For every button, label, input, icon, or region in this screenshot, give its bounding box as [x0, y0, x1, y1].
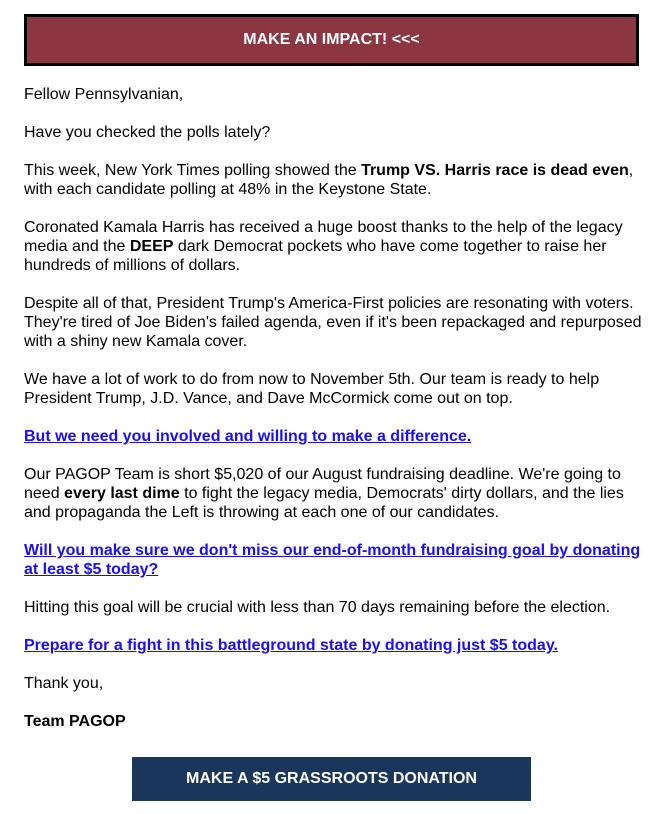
battleground-donate-link[interactable]: Prepare for a fight in this battleground state by donating just $5 today.: [24, 637, 558, 654]
paragraph-america-first: Despite all of that, President Trump's America-First policies are resonating with voters. They're tired of Joe Biden's failed agenda, even if it's been repackaged and repurposed with a shiny new Kamala cover.: [24, 295, 642, 350]
donate-goal-link[interactable]: Will you make sure we don't miss our end-of-month fundraising goal by donating at least $5 today?: [24, 542, 641, 578]
link-paragraph-battleground: [24, 636, 644, 655]
cta-label: MAKE A $5 GRASSROOTS DONATION: [186, 770, 477, 787]
signature: [24, 712, 644, 731]
bold-text: Trump VS. Harris race is dead even: [361, 162, 629, 179]
paragraph-work-ahead: We have a lot of work to do from now to November 5th. Our team is ready to help President Trump, J.D. Vance, and Dave McCormick come out on top.: [24, 371, 600, 407]
paragraph-fundraising-deadline: [24, 465, 644, 522]
paragraph-harris-boost: [24, 218, 644, 275]
email-body: [24, 85, 644, 750]
bold-text: DEEP: [129, 238, 174, 255]
greeting: Fellow Pennsylvanian,: [24, 86, 184, 103]
text: dark Democrat pockets who have come together to raise her hundreds of millions of dollars.: [24, 238, 607, 274]
bold-text: every last dime: [64, 485, 180, 502]
signoff: Thank you,: [24, 675, 104, 692]
grassroots-donation-button[interactable]: [132, 757, 531, 801]
text: This week, New York Times polling showed the: [24, 162, 362, 179]
paragraph-polling: [24, 161, 644, 199]
paragraph-70-days: Hitting this goal will be crucial with less than 70 days remaining before the election.: [24, 599, 611, 616]
text: Coronated Kamala Harris has received a huge boost thanks to the help of the legacy media and the: [24, 219, 623, 255]
link-paragraph-goal: [24, 541, 644, 579]
banner-label: MAKE AN IMPACT! <<<: [243, 31, 420, 48]
text: , with each candidate polling at 48% in the Keystone State.: [24, 162, 634, 198]
text: Our PAGOP Team is short $5,020 of our August fundraising deadline. We're going to need: [24, 466, 621, 502]
paragraph-polls-question: Have you checked the polls lately?: [24, 124, 271, 141]
make-an-impact-banner-button[interactable]: [24, 14, 639, 66]
link-paragraph-involved: [24, 427, 644, 446]
text: to fight the legacy media, Democrats' dirty dollars, and the lies and propaganda the Left is throwing at each one of our candidates.: [24, 485, 624, 521]
involved-link[interactable]: But we need you involved and willing to make a difference.: [24, 428, 472, 445]
signature-text: Team PAGOP: [24, 713, 126, 730]
